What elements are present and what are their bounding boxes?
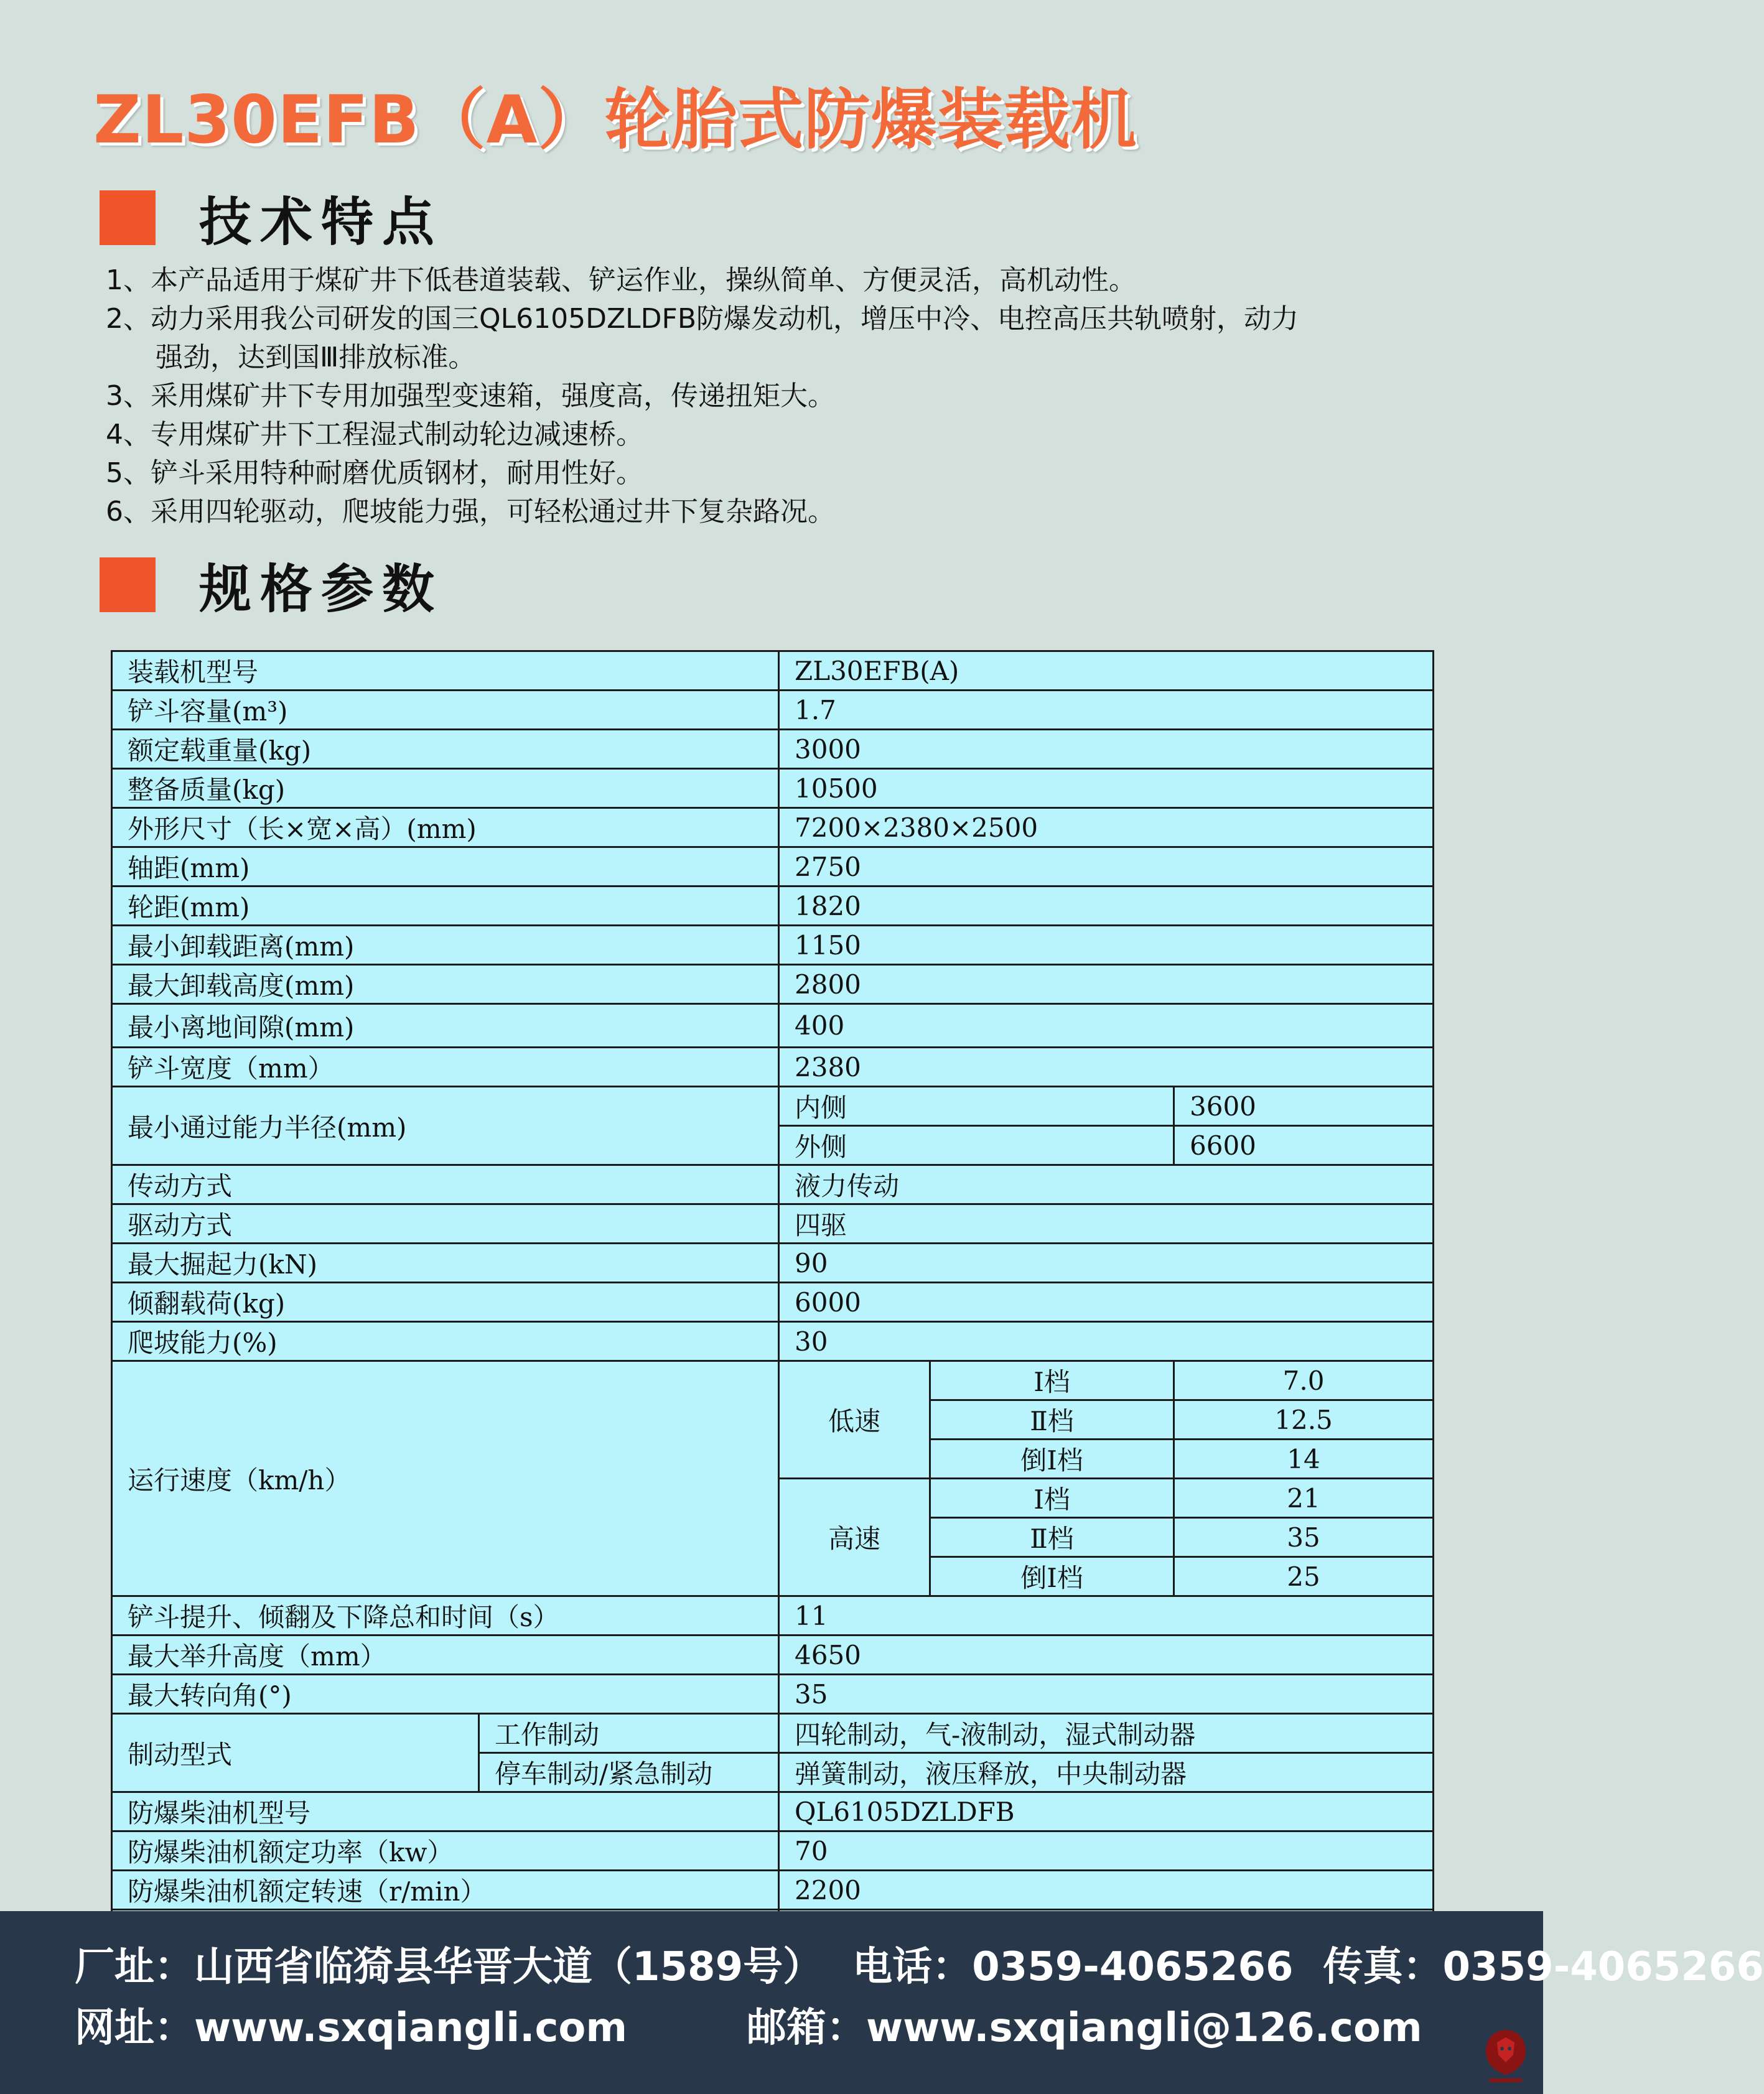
spec-row: 传动方式 液力传动 <box>112 1165 1434 1204</box>
spec-row-brake: 停车制动/紧急制动 弹簧制动，液压释放，中央制动器 <box>112 1753 1434 1792</box>
spec-row: 最大转向角(°) 35 <box>112 1675 1434 1714</box>
spec-row: 最大卸载高度(mm) 2800 <box>112 965 1434 1004</box>
spec-row: 最小离地间隙(mm) 400 <box>112 1004 1434 1048</box>
spec-row: 轮距(mm) 1820 <box>112 886 1434 926</box>
orange-square-marker <box>100 557 156 612</box>
spec-row-speed: 高速 Ⅰ档 21 <box>112 1479 1434 1518</box>
lion-head-logo-icon <box>1481 2025 1531 2087</box>
spec-row-turning-radius: 外侧 6600 <box>112 1126 1434 1165</box>
spec-row-speed: Ⅱ档 12.5 <box>112 1400 1434 1440</box>
spec-row: 防爆柴油机额定转速（r/min） 2200 <box>112 1871 1434 1910</box>
feature-item: 3、采用煤矿井下专用加强型变速箱，强度高，传递扭矩大。 <box>106 380 835 412</box>
feature-item-continuation: 强劲，达到国Ⅲ排放标准。 <box>156 342 476 373</box>
section-heading-specs <box>100 554 444 620</box>
contact-footer <box>0 1911 1764 2094</box>
footer-line-address <box>75 1935 1764 1992</box>
section-heading-features <box>100 187 444 253</box>
spec-row-speed: 倒Ⅰ档 25 <box>112 1557 1434 1596</box>
spec-row: 轴距(mm) 2750 <box>112 847 1434 886</box>
spec-row: 铲斗容量(m³) 1.7 <box>112 691 1434 730</box>
spec-row-turning-radius: 最小通过能力半径(mm) 内侧 3600 <box>112 1087 1434 1126</box>
spec-row: 爬坡能力(%) 30 <box>112 1322 1434 1361</box>
spec-row: 防爆柴油机型号 QL6105DZLDFB <box>112 1792 1434 1831</box>
spec-row: 铲斗提升、倾翻及下降总和时间（s） 11 <box>112 1596 1434 1636</box>
spec-row-speed: Ⅱ档 35 <box>112 1518 1434 1557</box>
spec-row: 倾翻载荷(kg) 6000 <box>112 1283 1434 1322</box>
feature-list <box>106 261 1475 531</box>
footer-fax: 传真：0359-4065266 <box>1323 1944 1764 1990</box>
spec-table <box>111 650 1434 1950</box>
spec-row: 最大举升高度（mm） 4650 <box>112 1636 1434 1675</box>
spec-row: 最大掘起力(kN) 90 <box>112 1244 1434 1283</box>
feature-item: 5、铲斗采用特种耐磨优质钢材，耐用性好。 <box>106 457 643 489</box>
footer-website: 网址：www.sxqiangli.com <box>75 2005 628 2051</box>
feature-item: 6、采用四轮驱动，爬坡能力强，可轻松通过井下复杂路况。 <box>106 496 835 528</box>
spec-row: 防爆柴油机额定功率（kw） 70 <box>112 1831 1434 1871</box>
section-heading-label: 技术特点 <box>199 191 444 253</box>
spec-row: 装载机型号 ZL30EFB(A) <box>112 651 1434 691</box>
section-heading-label: 规格参数 <box>199 558 444 620</box>
footer-address: 厂址：山西省临猗县华晋大道（1589号） <box>75 1944 823 1990</box>
feature-item: 4、专用煤矿井下工程湿式制动轮边减速桥。 <box>106 419 643 450</box>
spec-row: 铲斗宽度（mm） 2380 <box>112 1048 1434 1087</box>
footer-phone: 电话：0359-4065266 <box>852 1944 1294 1990</box>
footer-email: 邮箱：www.sxqiangli@126.com <box>747 2005 1422 2051</box>
orange-square-marker <box>100 190 156 245</box>
spec-row: 驱动方式 四驱 <box>112 1204 1434 1244</box>
spec-row: 最小卸载距离(mm) 1150 <box>112 926 1434 965</box>
spec-row-speed: 倒Ⅰ档 14 <box>112 1440 1434 1479</box>
spec-row: 外形尺寸（长×宽×高）(mm) 7200×2380×2500 <box>112 808 1434 847</box>
feature-item: 2、动力采用我公司研发的国三QL6105DZLDFB防爆发动机，增压中冷、电控高压共轨喷射，动力 强劲，达到国Ⅲ排放标准。 <box>106 300 1475 377</box>
spec-row-speed: 运行速度（km/h） 低速 Ⅰ档 7.0 <box>112 1361 1434 1400</box>
spec-row: 额定载重量(kg) 3000 <box>112 730 1434 769</box>
feature-item: 1、本产品适用于煤矿井下低巷道装载、铲运作业，操纵简单、方便灵活，高机动性。 <box>106 264 1136 296</box>
spec-row-brake: 制动型式 工作制动 四轮制动，气-液制动，湿式制动器 <box>112 1714 1434 1753</box>
footer-line-web <box>75 1996 1422 2053</box>
page-title: ZL30EFB（A）轮胎式防爆装载机 <box>93 81 1137 158</box>
spec-row: 整备质量(kg) 10500 <box>112 769 1434 808</box>
